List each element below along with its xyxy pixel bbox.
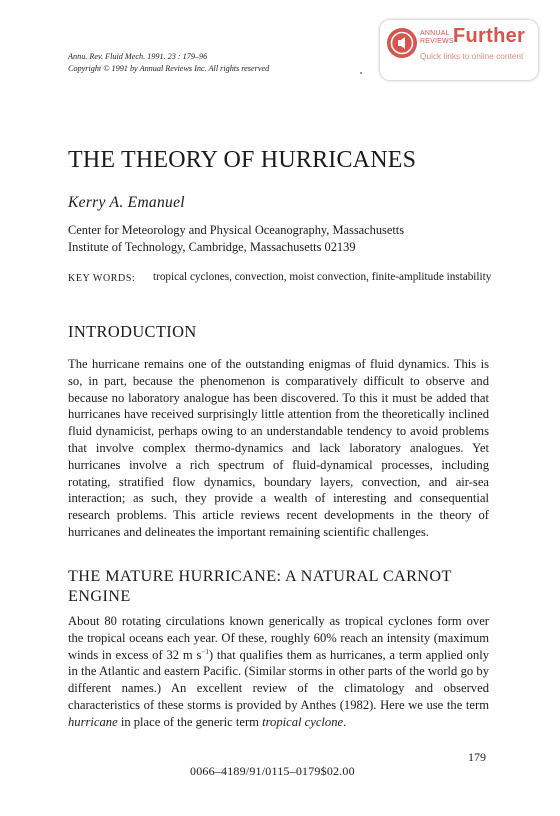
keywords-text: tropical cyclones, convection, moist convection, finite-amplitude instability (153, 271, 492, 283)
introduction-paragraph: The hurricane remains one of the outstanding enigmas of fluid dynamics. This is so, in part, because the phenomenon is comparatively difficult to observe and because no laboratory analogue has been discovered. To this it must be added that hurricanes have received surprisingly little attention from the theoretically inclined fluid dynamicist, perhaps owing to an understandable tendency to avoid problems that involve complex thermo-dynamics and lack laboratory analogues. Yet hurricanes involve a rich spectrum of fluid-dynamical processes, including rotating, stratified flow dynamics, boundary layers, convection, and air-sea interaction; as such, they provide a wealth of interesting and consequential research problems. This article reviews recent developments in the theory of hurricanes and delineates the important remaining scientific challenges. (68, 357, 489, 539)
journal-citation (68, 51, 269, 75)
document-code: 0066–4189/91/0115–0179$02.00 (190, 764, 355, 778)
annual-reviews-wordmark: ANNUAL REVIEWS (420, 30, 454, 45)
keywords-label: KEY WORDS: (68, 273, 136, 284)
annual-reviews-further-banner[interactable] (380, 20, 538, 80)
further-wordmark: Further (453, 25, 526, 47)
stray-dot (360, 72, 362, 74)
mature-hurricane-paragraph: About 80 rotating circulations known generically as tropical cyclones form over the tropical oceans each year. Of these, roughly 60% reach an intensity (maximum winds in excess of 32 m $s^{-1}$) that qualifies them as hurricanes, a term applied only in the Atlantic and eastern Pacific. (Similar storms in other parts of the world go by different names.) An excellent review of the climatology and observed characteristics of these storms is provided by Anthes (1982). Here we use the term hurricane in place of the generic term tropical cyclone. (68, 614, 489, 729)
affiliation-line-2: Institute of Technology, Cambridge, Massachusetts 02139 (68, 240, 356, 254)
page-number: 179 (468, 750, 486, 764)
section-heading-mature-hurricane: THE MATURE HURRICANE: A NATURAL CARNOT ENGINE (68, 567, 452, 605)
citation-line-2: Copyright © 1991 by Annual Reviews Inc. All rights reserved (68, 64, 270, 73)
citation-line-1: Annu. Rev. Fluid Mech. 1991. 23 : 179–96 (68, 52, 208, 61)
section-heading-introduction: INTRODUCTION (68, 322, 197, 341)
affiliation-line-1: Center for Meteorology and Physical Oceanography, Massachusetts (68, 223, 405, 237)
banner-tagline[interactable]: Quick links to online content (420, 51, 524, 61)
author-name: Kerry A. Emanuel (68, 194, 185, 211)
author-affiliation (68, 222, 404, 256)
article-title: THE THEORY OF HURRICANES (68, 147, 417, 173)
speaker-icon (387, 28, 417, 58)
